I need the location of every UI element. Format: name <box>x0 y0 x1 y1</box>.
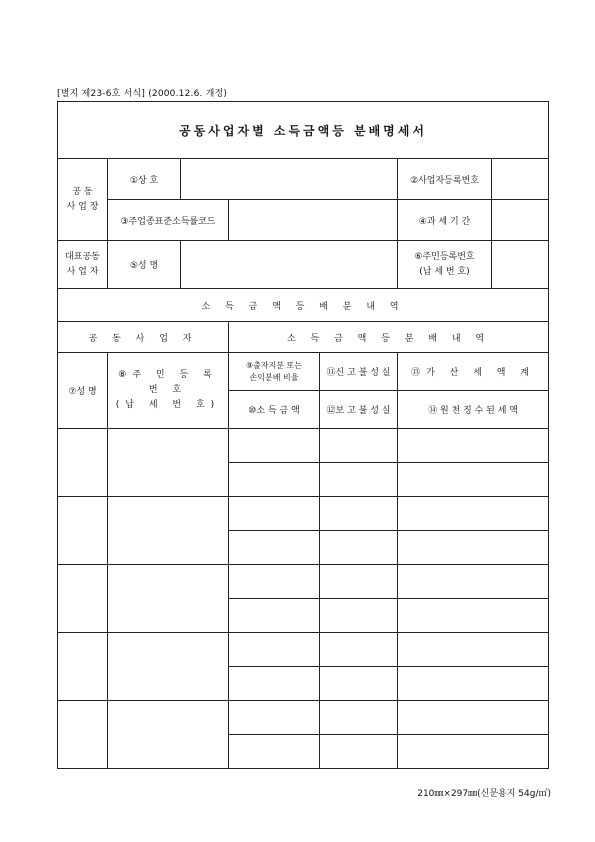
business-group-label <box>58 159 108 241</box>
partner-resident-no-cell[interactable] <box>108 633 229 701</box>
total-tax-cell[interactable] <box>398 701 549 735</box>
col-non-reporting-header: ⑫보 고 불 성 실 <box>320 391 398 429</box>
col-total-tax-header: ⑬가 산 세 액 계 <box>398 353 549 391</box>
partner-resident-no-cell[interactable] <box>108 497 229 565</box>
income-amount-cell[interactable] <box>229 667 320 701</box>
col-resident-no-line-1: ⑧주 민 등 록 번 호 <box>118 370 218 395</box>
total-tax-cell[interactable] <box>398 429 549 463</box>
resident-no-label-line-2: (납 세 번 호) <box>419 266 470 277</box>
representative-resident-no-field[interactable] <box>492 241 549 289</box>
col-name-header: ⑦성 명 <box>58 353 108 429</box>
unfaithful-reporting-cell[interactable] <box>320 429 398 463</box>
total-tax-cell[interactable] <box>398 497 549 531</box>
paper-size-note: 210㎜×297㎜(신문용지 54g/㎡) <box>417 789 551 799</box>
partners-header: 공 동 사 업 자 <box>58 322 229 353</box>
withholding-tax-cell[interactable] <box>398 599 549 633</box>
representative-resident-no-label <box>398 241 492 289</box>
col-share-header <box>229 353 320 391</box>
income-amount-cell[interactable] <box>229 735 320 769</box>
withholding-tax-cell[interactable] <box>398 531 549 565</box>
business-group-label-2: 사 업 장 <box>66 201 99 212</box>
total-tax-cell[interactable] <box>398 633 549 667</box>
col-resident-no-line-2: (납 세 번 호) <box>115 400 221 410</box>
total-tax-cell[interactable] <box>398 565 549 599</box>
partner-name-cell[interactable] <box>58 565 108 633</box>
resident-no-label-line-1: ⑥주민등록번호 <box>414 251 475 262</box>
col-share-line-1: ⑨출자지분 또는 <box>245 360 303 370</box>
share-ratio-cell[interactable] <box>229 565 320 599</box>
partner-resident-no-cell[interactable] <box>108 429 229 497</box>
partner-name-cell[interactable] <box>58 497 108 565</box>
business-group-label-1: 공 동 <box>72 186 93 197</box>
income-amount-cell[interactable] <box>229 531 320 565</box>
tax-period-field[interactable] <box>492 200 549 241</box>
tax-period-label: ④과 세 기 간 <box>398 200 492 241</box>
col-withholding-header: ⑭ 원 천 징 수 된 세 액 <box>398 391 549 429</box>
form-code: [별지 제23-6호 서식] (2000.12.6. 개정) <box>57 89 228 99</box>
withholding-tax-cell[interactable] <box>398 463 549 497</box>
col-unfaithful-reporting-header: ⑪신 고 불 성 실 <box>320 353 398 391</box>
non-reporting-cell[interactable] <box>320 463 398 497</box>
col-resident-no-header <box>108 353 229 429</box>
unfaithful-reporting-cell[interactable] <box>320 565 398 599</box>
income-amount-cell[interactable] <box>229 463 320 497</box>
representative-name-field[interactable] <box>181 241 398 289</box>
form-title: 공동사업자별 소득금액등 분배명세서 <box>58 102 549 159</box>
share-ratio-cell[interactable] <box>229 497 320 531</box>
business-reg-no-field[interactable] <box>492 159 549 200</box>
income-distribution-header: 소 득 금 액 등 분 배 내 역 <box>229 322 549 353</box>
business-reg-no-label: ②사업자등록번호 <box>398 159 492 200</box>
non-reporting-cell[interactable] <box>320 599 398 633</box>
representative-label <box>58 241 108 289</box>
income-amount-cell[interactable] <box>229 599 320 633</box>
industry-code-label: ③주업종표준소득률코드 <box>108 200 229 241</box>
distribution-form <box>57 101 549 769</box>
withholding-tax-cell[interactable] <box>398 735 549 769</box>
share-ratio-cell[interactable] <box>229 701 320 735</box>
representative-name-label: ⑤성 명 <box>108 241 181 289</box>
partner-name-cell[interactable] <box>58 701 108 769</box>
trade-name-label: ①상 호 <box>108 159 181 200</box>
withholding-tax-cell[interactable] <box>398 667 549 701</box>
col-income-header: ⑩소 득 금 액 <box>229 391 320 429</box>
representative-label-2: 사 업 자 <box>66 266 99 277</box>
trade-name-field[interactable] <box>181 159 398 200</box>
unfaithful-reporting-cell[interactable] <box>320 497 398 531</box>
share-ratio-cell[interactable] <box>229 429 320 463</box>
industry-code-field[interactable] <box>229 200 398 241</box>
unfaithful-reporting-cell[interactable] <box>320 633 398 667</box>
non-reporting-cell[interactable] <box>320 531 398 565</box>
unfaithful-reporting-cell[interactable] <box>320 701 398 735</box>
col-share-line-2: 손익분배 비율 <box>249 372 299 382</box>
non-reporting-cell[interactable] <box>320 735 398 769</box>
partner-resident-no-cell[interactable] <box>108 701 229 769</box>
share-ratio-cell[interactable] <box>229 633 320 667</box>
partner-name-cell[interactable] <box>58 429 108 497</box>
distribution-section-title: 소 득 금 액 등 배 분 내 역 <box>58 289 549 322</box>
representative-label-1: 대표공동 <box>65 251 100 262</box>
partner-resident-no-cell[interactable] <box>108 565 229 633</box>
partner-name-cell[interactable] <box>58 633 108 701</box>
non-reporting-cell[interactable] <box>320 667 398 701</box>
